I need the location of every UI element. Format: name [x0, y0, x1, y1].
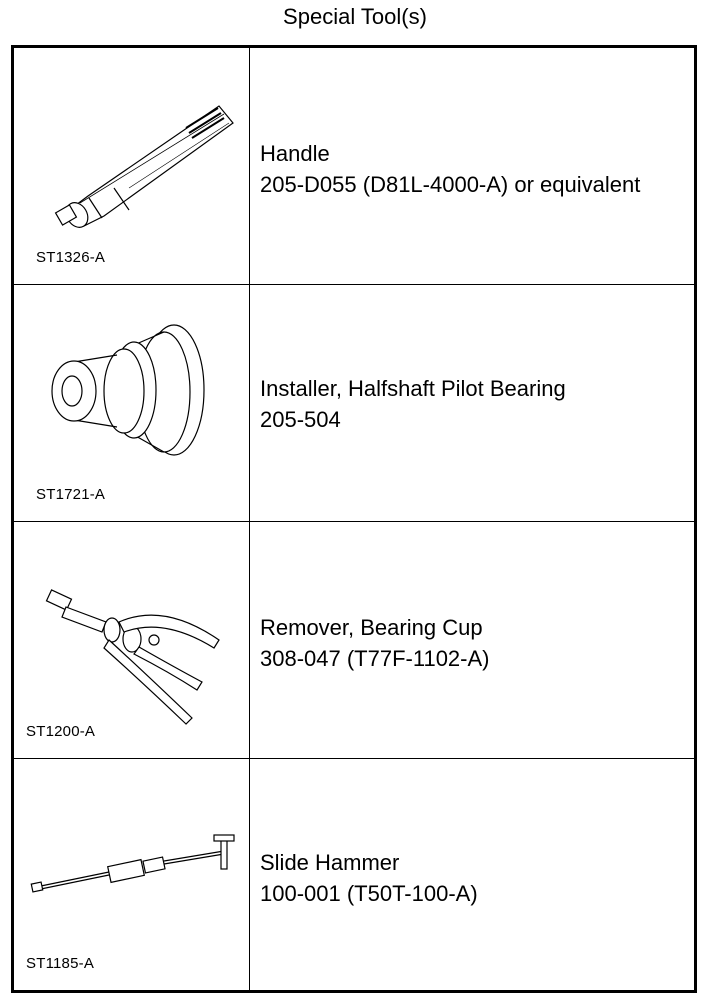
table-row: [14, 48, 694, 285]
page-title: Special Tool(s): [283, 4, 427, 29]
table-row: [14, 522, 694, 759]
tool-number: 308-047 (T77F-1102-A): [260, 646, 490, 671]
tool-description: [260, 612, 490, 674]
tool-image-cell: [14, 522, 250, 758]
tool-description: [260, 373, 566, 435]
tool-number: 205-D055 (D81L-4000-A) or equivalent: [260, 172, 641, 197]
tool-code: ST1200-A: [26, 723, 96, 740]
tool-name: Handle: [260, 141, 330, 166]
tool-code: ST1326-A: [36, 249, 106, 266]
tool-description: [260, 138, 640, 200]
table-row: [14, 759, 694, 990]
tool-name: Installer, Halfshaft Pilot Bearing: [260, 376, 566, 401]
tool-number: 205-504: [260, 407, 341, 432]
tool-image-cell: [14, 48, 250, 284]
special-tools-table: [11, 45, 697, 993]
tool-number: 100-001 (T50T-100-A): [260, 881, 478, 906]
table-row: [14, 285, 694, 522]
tool-description: [260, 847, 478, 909]
tool-code: ST1185-A: [26, 955, 95, 972]
tool-name: Slide Hammer: [260, 850, 400, 875]
tool-name: Remover, Bearing Cup: [260, 615, 483, 640]
tool-image-cell: [14, 759, 250, 990]
tool-code: ST1721-A: [36, 486, 106, 503]
tool-image-cell: [14, 285, 250, 521]
